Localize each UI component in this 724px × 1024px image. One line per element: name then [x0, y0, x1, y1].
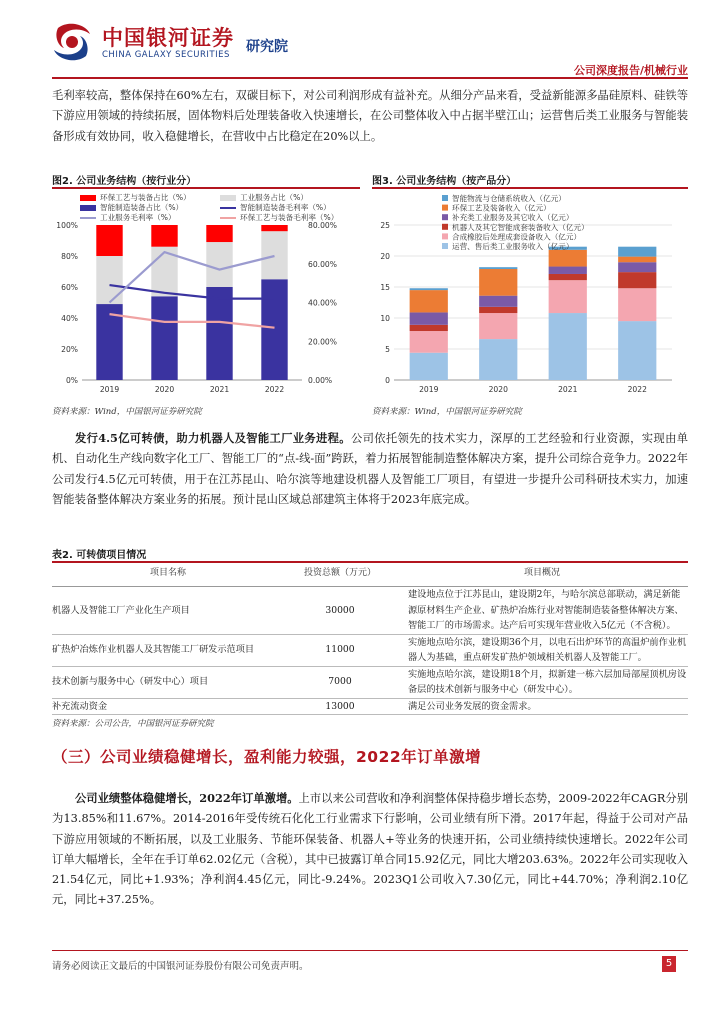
bar-segment	[479, 339, 517, 380]
y-tick-label-right: 80.00%	[308, 221, 337, 230]
bar-segment	[549, 267, 587, 274]
bar-segment	[618, 262, 656, 272]
table-row	[52, 666, 688, 698]
bar-segment	[479, 307, 517, 313]
paragraph-body: 上市以来公司营收和净利润整体保持稳步增长态势，2009-2022年CAGR分别为13.85%和11.67%。2014-2016年受传统石化化工行业需求下行影响，公司业绩有所下滑。2017年起，得益于公司对产品下游应用领域的不断拓展，以及工业服务、节能环保装备、机器人+等业务的快速开拓，公司业绩持续快速增长。2022年公司订单大幅增长，全年在手订单62.02亿元（含税），其中已披露订单合同15.92亿元，同比大增203.63%。2022年公司实现收入21.54亿元，同比+1.93%；净利润4.45亿元，同比-9.24%。2023Q1公司收入7.30亿元，同比+44.70%；净利润2.10亿元，同比+37.25%。	[52, 792, 688, 907]
brand-name-en: CHINA GALAXY SECURITIES	[102, 50, 230, 60]
bar-segment	[479, 269, 517, 296]
bar-segment	[96, 225, 122, 256]
figure3-title-rule	[372, 187, 688, 189]
table-header-row	[52, 562, 688, 587]
x-tick-label: 2021	[209, 385, 230, 394]
bar-segment	[96, 256, 122, 304]
y-tick-label: 10	[380, 314, 390, 323]
figure2-chart	[52, 190, 360, 402]
legend-label: 环保工艺与装备毛利率（%）	[240, 213, 339, 222]
legend-label: 智能物流与仓储系统收入（亿元）	[452, 194, 566, 203]
bar-segment	[549, 313, 587, 380]
footer-divider	[52, 950, 688, 951]
legend-swatch	[442, 205, 448, 211]
y-tick-label-right: 20.00%	[308, 337, 337, 347]
y-tick-label-left: 20%	[61, 345, 78, 354]
bar-segment	[618, 321, 656, 380]
y-tick-label-right: 0.00%	[308, 376, 333, 385]
bar-segment	[618, 288, 656, 321]
y-tick-label: 5	[385, 345, 390, 354]
bond-project-table	[52, 562, 688, 715]
project-desc: 满足公司业务发展的资金需求。	[396, 698, 688, 715]
legend-label: 工业服务毛利率（%）	[100, 213, 176, 222]
project-name: 矿热炉冶炼作业机器人及其智能工厂研发示范项目	[52, 634, 284, 666]
project-amount: 11000	[284, 634, 396, 666]
bar-segment	[410, 288, 448, 290]
bar-segment	[261, 231, 287, 279]
figure3-source: 资料来源：Wind，中国银河证券研究院	[372, 407, 522, 417]
bar-segment	[618, 257, 656, 263]
y-tick-label: 25	[380, 221, 390, 230]
legend-swatch	[442, 224, 448, 230]
legend-swatch	[442, 243, 448, 249]
x-tick-label: 2020	[488, 385, 508, 394]
project-name: 技术创新与服务中心（研发中心）项目	[52, 666, 284, 698]
table-header-cell: 投资总额（万元）	[284, 562, 396, 587]
table2-title: 表2. 可转债项目情况	[52, 550, 147, 561]
figure3-chart	[372, 190, 688, 402]
legend-label: 智能制造装备毛利率（%）	[240, 203, 331, 212]
table-row	[52, 634, 688, 666]
bar-segment	[206, 225, 232, 242]
y-tick-label-left: 100%	[56, 221, 78, 230]
legend-swatch	[442, 233, 448, 239]
project-amount: 13000	[284, 698, 396, 715]
legend-label: 环保工艺与装备占比（%）	[100, 193, 191, 202]
project-desc: 建设地点位于江苏昆山，建设期2年，与哈尔滨总部联动，满足新能源原材料生产企业、矿热炉冶炼行业对智能制造装备整体解决方案、智能工厂的市场需求。达产后可实现年营业收入5亿元（不含税）。	[396, 587, 688, 635]
paragraph-lead: 发行4.5亿可转债，助力机器人及智能工厂业务进程。	[75, 431, 351, 445]
galaxy-logo-icon	[50, 22, 94, 62]
figure2-plot	[52, 190, 360, 402]
x-tick-label: 2022	[627, 385, 647, 394]
y-tick-label: 0	[385, 376, 390, 385]
paragraph-convertible-bond	[52, 428, 688, 510]
project-name: 机器人及智能工厂产业化生产项目	[52, 587, 284, 635]
legend-label: 合成橡胶后处理成套设备收入（亿元）	[452, 232, 582, 242]
x-tick-label: 2019	[99, 385, 120, 394]
bar-segment	[261, 225, 287, 231]
legend-label: 运营、售后类工业服务收入（亿元）	[452, 242, 574, 251]
bar-segment	[410, 312, 448, 324]
bar-segment	[410, 331, 448, 353]
figure2-title: 图2. 公司业务结构（按行业分）	[52, 176, 197, 187]
bar-segment	[410, 325, 448, 331]
report-type: 公司深度报告/机械行业	[573, 64, 688, 77]
bar-segment	[261, 279, 287, 380]
figure3-plot	[372, 190, 688, 402]
bar-segment	[151, 296, 177, 380]
paragraph-lead: 公司业绩整体稳健增长，2022年订单激增。	[75, 791, 299, 805]
paragraph-body: 公司依托领先的技术实力，深厚的工艺经验和行业资源，实现由单机、自动化生产线向数字化工厂、智能工厂的“点-线-面”跨跃，着力拓展智能制造整体解决方案，提升公司综合竞争力。2022年公司发行4.5亿元可转债，用于在江苏昆山、哈尔滨等地建设机器人及智能工厂项目，有望进一步提升公司科研技术实力，加速智能装备整体解决方案业务的拓展。预计昆山区域总部建筑主体将于2023年底完成。	[52, 432, 689, 506]
intro-paragraph: 毛利率较高，整体保持在60%左右，双碳目标下，对公司利润形成有益补充。从细分产品来看，受益新能源多晶硅原料、硅铁等下游应用领域的持续拓展，固体物料后处理装备收入快速增长，在公司整体收入中占据半壁江山；运营售后类工业服务与智能装备形成有效协同，收入稳健增长，在营收中占比稳定在20%以上。	[52, 89, 688, 143]
y-tick-label: 15	[380, 283, 390, 292]
y-tick-label-left: 60%	[61, 283, 78, 292]
bar-segment	[479, 267, 517, 269]
bar-segment	[549, 250, 587, 267]
y-tick-label-left: 40%	[61, 314, 78, 323]
y-tick-label-right: 40.00%	[308, 298, 337, 308]
project-amount: 30000	[284, 587, 396, 635]
x-tick-label: 2019	[419, 385, 439, 394]
bar-segment	[618, 247, 656, 257]
project-name: 补充流动资金	[52, 698, 284, 715]
project-desc: 实施地点哈尔滨，建设期18个月，拟新建一栋六层加局部屋顶机房设备层的技术创新与服务中心（研发中心）。	[396, 666, 688, 698]
bar-segment	[206, 242, 232, 287]
section3-paragraph	[52, 788, 688, 911]
table-row	[52, 587, 688, 635]
bar-segment	[410, 290, 448, 312]
y-tick-label-left: 80%	[61, 252, 78, 261]
x-tick-label: 2021	[558, 385, 578, 394]
y-tick-label-left: 0%	[65, 376, 78, 385]
x-tick-label: 2022	[264, 385, 285, 394]
bar-segment	[410, 353, 448, 380]
legend-label: 机器人及其它智能成套装备收入（亿元）	[452, 222, 589, 232]
table-header-cell: 项目概况	[396, 562, 688, 587]
x-tick-label: 2020	[154, 385, 175, 394]
project-desc: 实施地点哈尔滨，建设期36个月，以电石出炉环节的高温炉前作业机器人为基础，重点研发矿热炉领域相关机器人及智能工厂。	[396, 634, 688, 666]
table-row	[52, 698, 688, 715]
bar-segment	[479, 313, 517, 339]
bar-segment	[479, 296, 517, 307]
header-divider	[52, 77, 688, 79]
page-number: 5	[662, 956, 676, 972]
legend-label: 智能制造装备占比（%）	[100, 203, 184, 212]
series-line	[110, 314, 275, 328]
series-line	[110, 285, 275, 299]
bar-segment	[618, 272, 656, 288]
footer-disclaimer: 请务必阅读正文最后的中国银河证券股份有限公司免责声明。	[52, 961, 309, 972]
brand-name-cn: 中国银河证券	[102, 26, 234, 50]
legend-swatch	[442, 195, 448, 201]
legend-label: 补充类工业服务及其它收入（亿元）	[452, 213, 574, 223]
bar-segment	[549, 280, 587, 313]
bar-segment	[206, 287, 232, 380]
institute-label: 研究院	[246, 39, 288, 55]
legend-label: 工业服务占比（%）	[240, 193, 308, 202]
y-tick-label: 20	[380, 252, 390, 261]
y-tick-label-right: 60.00%	[308, 259, 337, 269]
section-heading: （三）公司业绩稳健增长，盈利能力较强，2022年订单激增	[52, 748, 482, 766]
bar-segment	[151, 225, 177, 247]
legend-swatch	[442, 214, 448, 220]
legend-label: 环保工艺及装备收入（亿元）	[452, 203, 551, 213]
bar-segment	[549, 274, 587, 280]
project-amount: 7000	[284, 666, 396, 698]
table-header-cell: 项目名称	[52, 562, 284, 587]
figure2-title-rule	[52, 187, 360, 189]
table2-source: 资料来源：公司公告，中国银河证券研究院	[52, 719, 214, 729]
figure2-source: 资料来源：Wind，中国银河证券研究院	[52, 407, 202, 417]
figure3-title: 图3. 公司业务结构（按产品分）	[372, 176, 517, 187]
